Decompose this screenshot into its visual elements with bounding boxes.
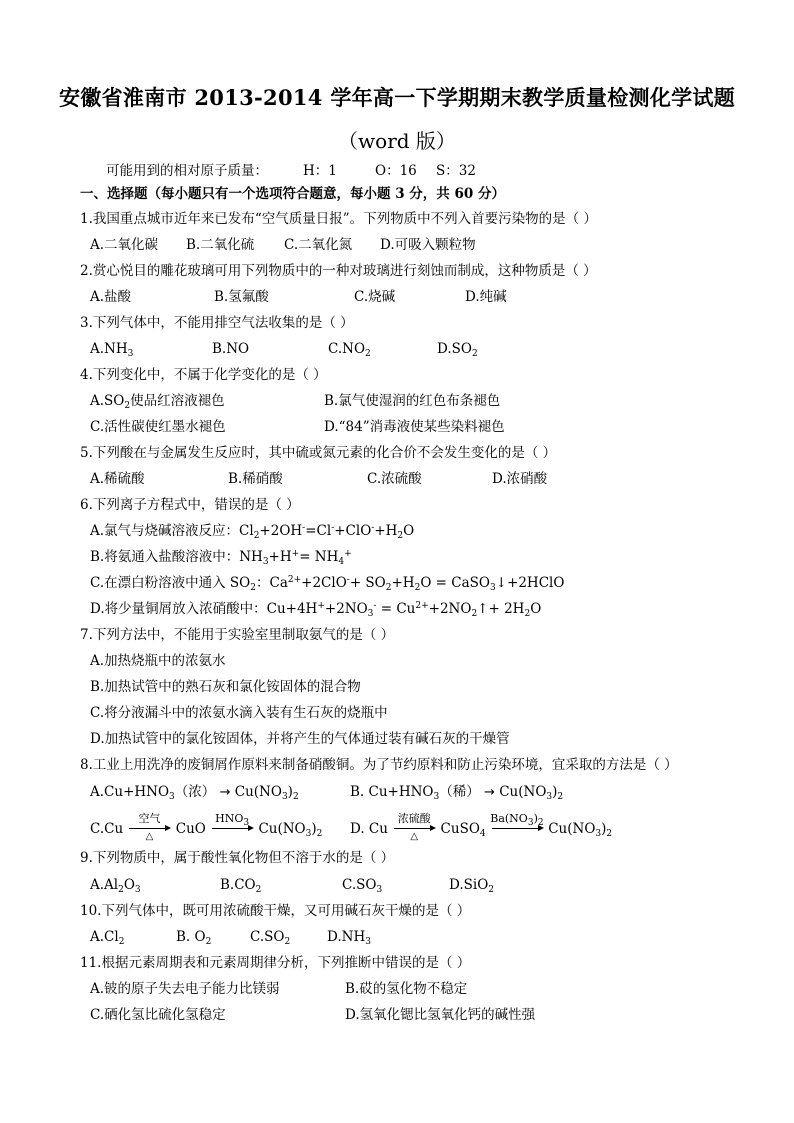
question-5-option-c: C.浓硫酸 xyxy=(367,471,422,487)
question-1-option-a: A.二氧化碳 xyxy=(90,237,159,253)
atomic-mass-s: S：32 xyxy=(436,163,476,179)
question-5-option-a: A.稀硫酸 xyxy=(90,471,145,487)
question-2-option-b: B.氢氟酸 xyxy=(214,289,269,305)
question-11-stem: 11.根据元素周期表和元素周期律分析，下列推断中错误的是（ ） xyxy=(80,955,471,971)
question-5-option-d: D.浓硝酸 xyxy=(492,471,548,487)
question-2-option-d: D.纯碱 xyxy=(465,289,507,305)
question-6-stem: 6.下列离子方程式中，错误的是（ ） xyxy=(80,497,300,513)
reaction-arrow: $HNO_3$ xyxy=(210,820,254,838)
reaction-arrow: $Ba(NO_3)_2$ xyxy=(490,820,544,838)
atomic-mass-label: 可能用到的相对原子质量： xyxy=(106,163,268,179)
question-3-option-c: $C.NO_2$ xyxy=(328,341,371,359)
question-9-option-a: $A.Al_2O_3$ xyxy=(90,877,141,895)
question-7-option-d: D.加热试管中的氯化铵固体，并将产生的气体通过装有碱石灰的干燥管 xyxy=(90,731,510,747)
question-6-option-b: B.将氨通入盐酸溶液中：$NH_3+H^+= NH_4^+$ xyxy=(90,549,352,567)
question-1-option-d: D.可吸入颗粒物 xyxy=(380,237,476,253)
question-8-option-b: B. $Cu+HNO_3$（稀） → $Cu(NO_3)_2$ xyxy=(350,784,564,802)
question-3-stem: 3.下列气体中，不能用排空气法收集的是（ ） xyxy=(80,315,354,331)
question-11-option-c: C.硒化氢比硫化氢稳定 xyxy=(90,1007,226,1023)
question-9-stem: 9.下列物质中，属于酸性氧化物但不溶于水的是（ ） xyxy=(80,850,395,866)
question-3-option-b: B.NO xyxy=(212,341,250,357)
question-9-option-b: $B.CO_2$ xyxy=(220,877,262,895)
atomic-mass-h: H：1 xyxy=(303,163,337,179)
question-10-stem: 10.下列气体中，既可用浓硫酸干燥，又可用碱石灰干燥的是（ ） xyxy=(80,903,471,919)
question-11-option-d: D.氢氧化锶比氢氧化钙的碱性强 xyxy=(345,1007,536,1023)
question-2-option-a: A.盐酸 xyxy=(90,289,132,305)
question-3-option-a: $A.NH_3$ xyxy=(90,341,134,359)
question-1-option-b: B.二氧化硫 xyxy=(186,237,255,253)
question-8-stem: 8.工业上用洗净的废铜屑作原料来制备硝酸铜。为了节约原料和防止污染环境，宜采取的方法是（ ） xyxy=(80,757,678,773)
question-2-option-c: C.烧碱 xyxy=(354,289,396,305)
question-11-option-b: B.砹的氢化物不稳定 xyxy=(345,981,468,997)
question-7-option-b: B.加热试管中的熟石灰和氯化铵固体的混合物 xyxy=(90,679,361,695)
question-1-stem: 1.我国重点城市近年来已发布“空气质量日报”。下列物质中不列入首要污染物的是（ ） xyxy=(80,211,597,227)
question-4-option-a: $A.SO_2$使品红溶液褪色 xyxy=(90,393,225,411)
reaction-arrow: 浓硫酸 △ xyxy=(392,820,436,838)
question-10-option-c: $C.SO_2$ xyxy=(250,929,291,947)
page-title: 安徽省淮南市 2013-2014 学年高一下学期期末教学质量检测化学试题 xyxy=(58,85,736,110)
question-2-stem: 2.赏心悦目的雕花玻璃可用下列物质中的一种对玻璃进行刻蚀而制成，这种物质是（ ） xyxy=(80,263,597,279)
question-6-option-d: D.将少量铜屑放入浓硝酸中：$Cu+4H^++2NO_3^-$ = $Cu^{2+}+2NO_2↑+ 2H_2O$ xyxy=(90,601,542,619)
question-4-option-b: B.氯气使湿润的红色布条褪色 xyxy=(324,393,501,409)
question-3-option-d: $D.SO_2$ xyxy=(437,341,478,359)
question-10-option-b: B. $O_2$ xyxy=(176,929,212,947)
question-7-stem: 7.下列方法中，不能用于实验室里制取氨气的是（ ） xyxy=(80,627,395,643)
question-8-option-d: D. Cu 浓硫酸 △ CuSO$_4$ $Ba(NO_3)_2$ $Cu(NO_3)_2$ xyxy=(350,812,613,842)
question-1-option-c: C.二氧化氮 xyxy=(284,237,353,253)
question-9-option-c: $C.SO_3$ xyxy=(342,877,383,895)
question-7-option-c: C.将分液漏斗中的浓氨水滴入装有生石灰的烧瓶中 xyxy=(90,705,388,721)
question-11-option-a: A.铍的原子失去电子能力比镁弱 xyxy=(90,981,280,997)
reaction-arrow: 空气 △ xyxy=(127,820,171,838)
question-5-option-b: B.稀硝酸 xyxy=(228,471,283,487)
question-4-option-d: D.“84”消毒液使某些染料褪色 xyxy=(324,419,505,435)
question-8-option-c: C.Cu 空气 △ CuO $HNO_3$ $Cu(NO_3)_2$ xyxy=(90,812,323,842)
question-6-option-c: C.在漂白粉溶液中通入 $SO_2$：$Ca^{2+}+2ClO^-+ SO_2+H_2O$ = CaSO$_3$↓+2HClO xyxy=(90,575,565,593)
atomic-mass-o: O：16 xyxy=(375,163,417,179)
question-8-option-a: $A.Cu+HNO_3$（浓） → $Cu(NO_3)_2$ xyxy=(90,784,299,802)
question-7-option-a: A.加热烧瓶中的浓氨水 xyxy=(90,653,226,669)
section-heading: 一、选择题（每小题只有一个选项符合题意，每小题 3 分，共 60 分） xyxy=(80,186,505,202)
question-10-option-d: $D.NH_3$ xyxy=(327,929,371,947)
question-4-stem: 4.下列变化中，不属于化学变化的是（ ） xyxy=(80,367,327,383)
question-9-option-d: D.SiO$_2$ xyxy=(449,877,495,895)
question-4-option-c: C.活性碳使红墨水褪色 xyxy=(90,419,226,435)
question-5-stem: 5.下列酸在与金属发生反应时，其中硫或氮元素的化合价不会发生变化的是（ ） xyxy=(80,445,557,461)
question-10-option-a: $A.Cl_2$ xyxy=(90,929,125,947)
page-subtitle: （word 版） xyxy=(338,129,456,153)
question-6-option-a: A.氯气与烧碱溶液反应：$Cl_2+2OH^-=Cl^-+ClO^-+H_2O$ xyxy=(90,523,415,541)
